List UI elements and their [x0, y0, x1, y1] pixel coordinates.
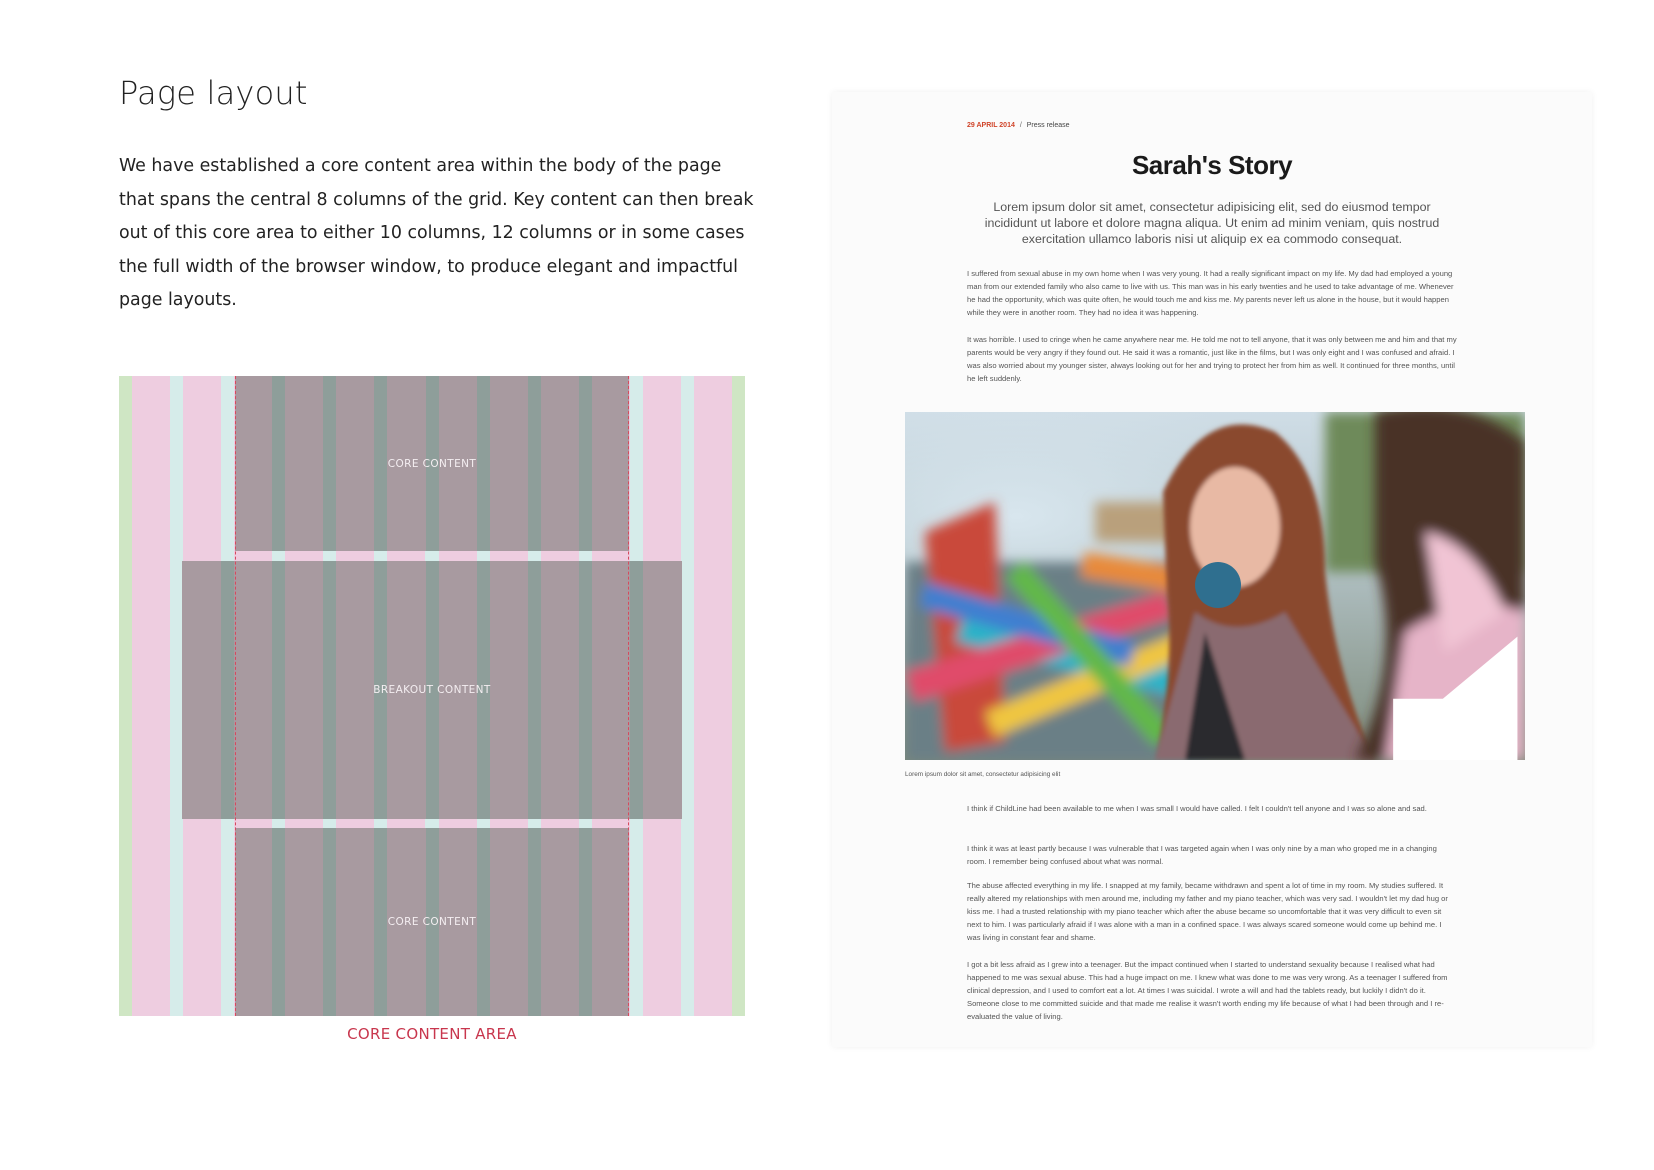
article-paragraph: It was horrible. I used to cringe when he came anywhere near me. He told me not to tell anyone, that it was only between me and him and that my parents would be very angry if they found out. He said it was a romantic, just like in the films, but I was only eight and I was confused and afraid. I was also worried about my younger sister, always looking out for her and trying to protect her from him as well. It continued for three months, until he left suddenly. [967, 335, 1457, 383]
article-type-link[interactable]: Press release [1026, 122, 1070, 129]
core-area-caption: CORE CONTENT AREA [347, 1025, 517, 1043]
article-photo[interactable] [905, 412, 1525, 760]
page-title: Page layout [119, 74, 308, 112]
article-title: Sarah's Story [1131, 150, 1293, 180]
grid-margin-right [732, 376, 745, 1016]
core-content-label-top: CORE CONTENT [387, 457, 477, 470]
article-paragraph: I think it was at least partly because I was vulnerable that I was targeted again when I was only nine by a man who groped me in a changing room. I remember being confused about what was normal. [967, 844, 1437, 866]
intro-paragraph: We have established a core content area within the body of the page that spans the central 8 columns of the grid. Key content can then break out of this core area to either 10 columns, 12 columns or in some cases the full width of the browser window, to produce elegant and impactful page layouts. [119, 156, 754, 310]
core-area-outline [235, 376, 629, 1016]
block-gutter [221, 561, 234, 819]
meta-separator: / [1019, 122, 1022, 129]
sound-button[interactable] [1195, 562, 1241, 608]
article-paragraph: I got a bit less afraid as I grew into a teenager. But the impact continued when I started to understand sexuality because I realised what had happened to me was sexual abuse. This had a huge impact on me. I knew what was done to me was very wrong. As a teenager I suffered from clinical depression, and I used to comfort eat a lot. At times I was suicidal. I wrote a will and had the tablets ready, but luckily I didn't do it. Someone close to me committed suicide and that made me realise it wasn't worth ending my life because of what I had been through and I re-evaluated the value of living. [967, 960, 1448, 1021]
article-paragraph: I suffered from sexual abuse in my own home when I was very young. It had a really significant impact on my life. My dad had employed a young man from our extended family who also came to live with us. This man was in his early twenties and he used to take advantage of me. Whenever he had the opportunity, which was quite often, he would touch me and kiss me. My parents never left us alone in the house, but it would happen while they were in another room. They had no idea it was happening. [967, 269, 1454, 317]
grid-column [132, 376, 170, 1016]
article-mockup [832, 92, 1592, 1047]
grid-margin-left [119, 376, 132, 1016]
photo-caption: Lorem ipsum dolor sit amet, consectetur adipisicing elit [905, 771, 1061, 778]
speaker-icon [1195, 562, 1525, 760]
grid-diagram [119, 376, 745, 1016]
grid-column [694, 376, 732, 1016]
core-content-label-bottom: CORE CONTENT [387, 916, 477, 928]
breakout-content-label: BREAKOUT CONTENT [373, 684, 491, 696]
article-date: 29 APRIL 2014 [967, 122, 1015, 129]
article-lead: Lorem ipsum dolor sit amet, consectetur adipisicing elit, sed do eiusmod tempor incididunt ut labore et dolore magna aliqua. Ut enim ad minim veniam, quis nostrud exercitation ullamco laboris nisi ut aliquip ex ea commodo consequat. [984, 200, 1440, 246]
article-paragraph: I think if ChildLine had been available to me when I was small I would have called. I felt I couldn't tell anyone and I was so alone and sad. [967, 804, 1427, 813]
block-gutter [630, 561, 643, 819]
article-meta [967, 122, 1070, 129]
article-paragraph: The abuse affected everything in my life. I snapped at my family, became withdrawn and spent a lot of time in my room. My studies suffered. It really altered my relationships with men around me, including my father and my piano teacher, which was very sad. I wouldn't let my dad hug or kiss me. I had a trusted relationship with my piano teacher which after the abuse became so uncomfortable that it was very difficult to even sit next to him. I was particularly afraid if I was alone with a man in a confined space. I was always scared someone would come up behind me. I was living in constant fear and shame. [967, 881, 1448, 942]
